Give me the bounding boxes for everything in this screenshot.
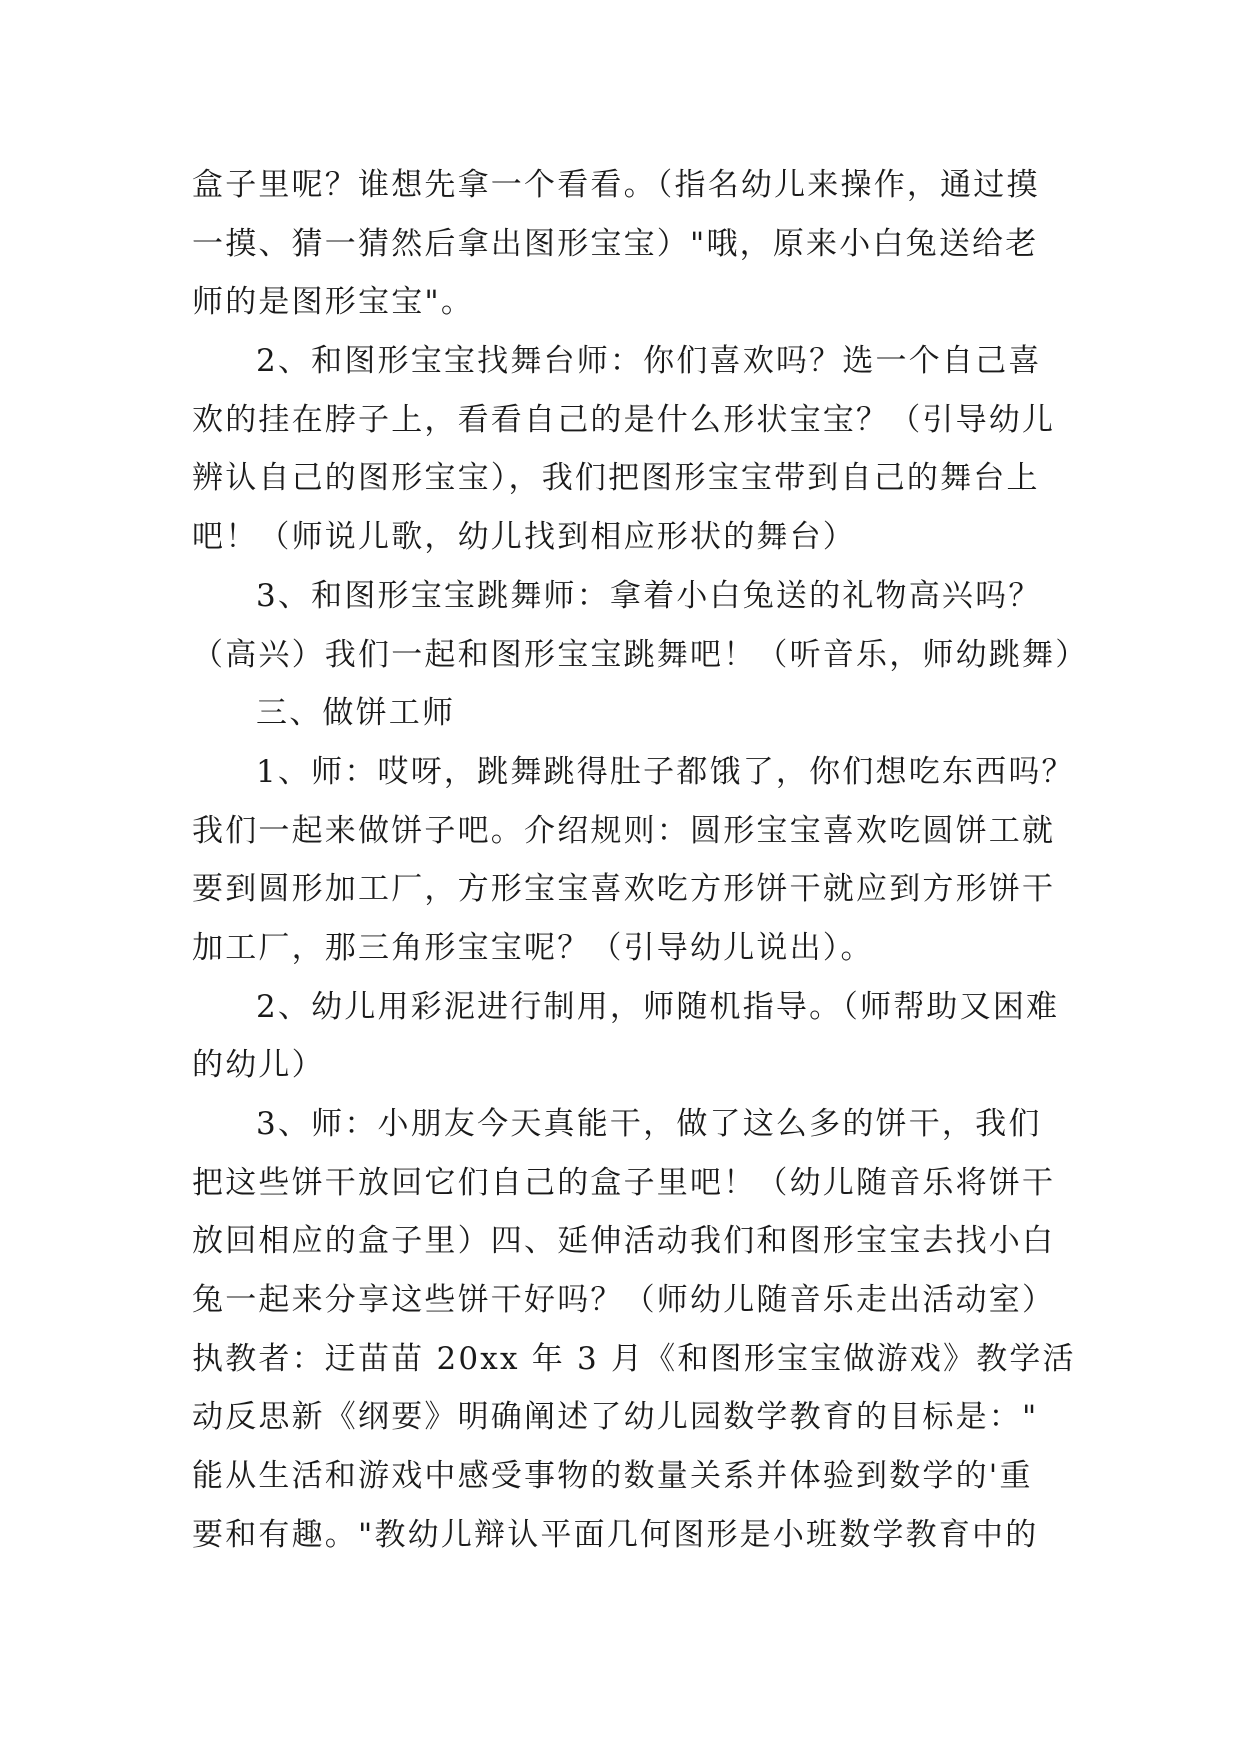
text-line: 加工厂，那三角形宝宝呢？（引导幼儿说出）。	[192, 929, 874, 966]
text-line: 把这些饼干放回它们自己的盒子里吧！（幼儿随音乐将饼干	[192, 1164, 1056, 1201]
text-line: 的幼儿）	[192, 1047, 325, 1084]
text-line: 我们一起来做饼子吧。介绍规则：圆形宝宝喜欢吃圆饼工就	[192, 812, 1056, 849]
text-line: 放回相应的盒子里）四、延伸活动我们和图形宝宝去找小白	[192, 1223, 1056, 1260]
text-line: 吧！（师说儿歌，幼儿找到相应形状的舞台）	[192, 519, 856, 556]
text-line: 1、师：哎呀，跳舞跳得肚子都饿了，你们想吃东西吗？	[256, 753, 1075, 790]
text-line: 欢的挂在脖子上，看看自己的是什么形状宝宝？（引导幼儿	[192, 401, 1056, 438]
text-line: 2、幼儿用彩泥进行制用，师随机指导。（师帮助又困难	[256, 988, 1060, 1025]
text-line: 盒子里呢？谁想先拿一个看看。（指名幼儿来操作，通过摸	[192, 167, 1040, 203]
text-line: 兔一起来分享这些饼干好吗？（师幼儿随音乐走出活动室）	[192, 1282, 1056, 1319]
text-line: 师的是图形宝宝"。	[192, 284, 475, 321]
text-line: 辨认自己的图形宝宝），我们把图形宝宝带到自己的舞台上	[192, 460, 1040, 497]
text-line: 动反思新《纲要》明确阐述了幼儿园数学教育的目标是："	[192, 1399, 1039, 1436]
text-line: 要和有趣。"教幼儿辩认平面几何图形是小班数学教育中的	[192, 1516, 1039, 1553]
text-line: 3、和图形宝宝跳舞师：拿着小白兔送的礼物高兴吗？	[256, 577, 1042, 614]
text-line: （高兴）我们一起和图形宝宝跳舞吧！（听音乐，师幼跳舞）	[192, 636, 1089, 673]
text-line: 3、师：小朋友今天真能干，做了这么多的饼干，我们	[256, 1106, 1042, 1142]
text-line: 能从生活和游戏中感受事物的数量关系并体验到数学的'重	[192, 1458, 1033, 1495]
document-body	[192, 156, 1089, 1565]
text-line: 要到圆形加工厂，方形宝宝喜欢吃方形饼干就应到方形饼干	[192, 871, 1056, 908]
text-line: 2、和图形宝宝找舞台师：你们喜欢吗？选一个自己喜	[256, 343, 1042, 380]
text-line: 一摸、猜一猜然后拿出图形宝宝）"哦，原来小白兔送给老	[192, 225, 1039, 262]
section-heading: 三、做饼工师	[256, 695, 456, 732]
text-line: 执教者：迂苗苗 20xx 年 3 月《和图形宝宝做游戏》教学活	[192, 1340, 1076, 1377]
